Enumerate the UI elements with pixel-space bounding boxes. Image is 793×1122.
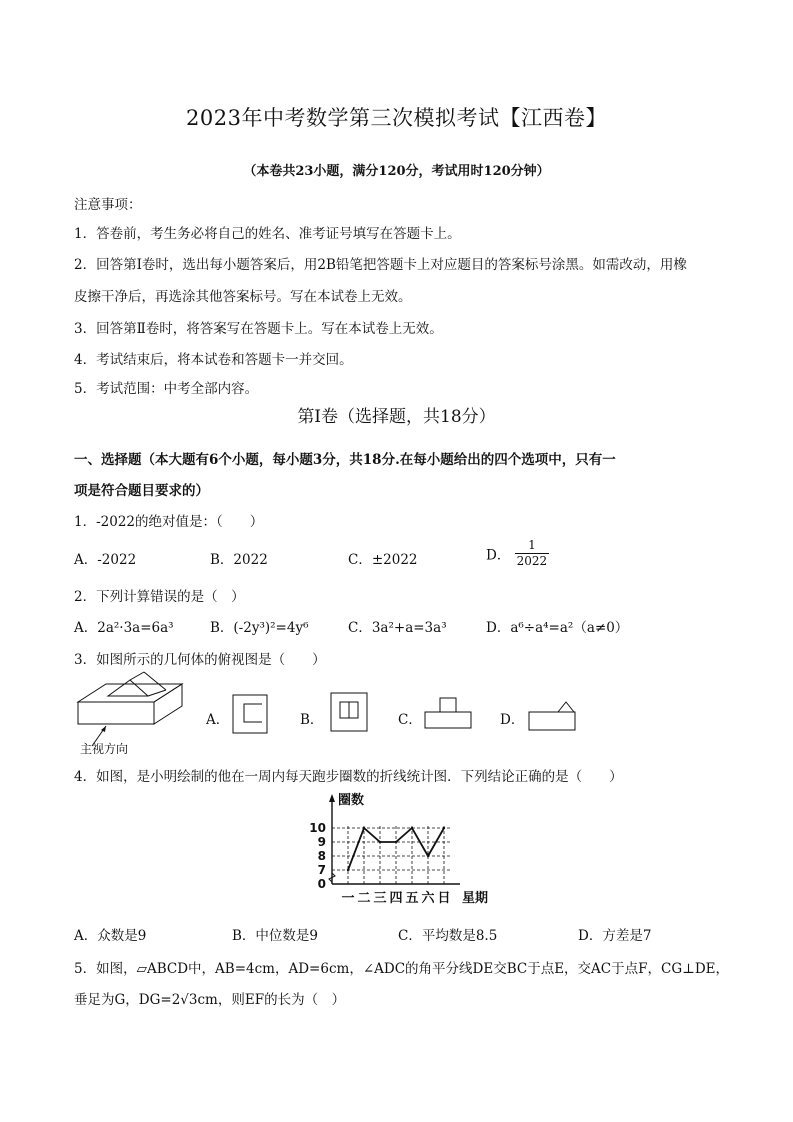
q5-stem-cont: 垂足为G，DG=2√3cm，则EF的长为（ ） bbox=[74, 992, 346, 1008]
q1-option-d bbox=[486, 538, 549, 569]
y-axis-arrow bbox=[329, 794, 335, 802]
data-point bbox=[363, 827, 365, 829]
data-point bbox=[395, 841, 397, 843]
y-tick-label: 8 bbox=[317, 849, 326, 863]
data-point bbox=[379, 841, 381, 843]
q3-option-d-label: D． bbox=[500, 712, 525, 728]
q4-option-d: D．方差是7 bbox=[578, 928, 652, 944]
q4-line-chart bbox=[298, 788, 498, 912]
q2-option-c: C．3a²+a=3a³ bbox=[348, 620, 447, 636]
data-point bbox=[347, 869, 349, 871]
x-tick-label: 六 bbox=[421, 891, 435, 906]
q2-option-b: B．(-2y³)²=4y⁶ bbox=[210, 620, 309, 636]
data-point bbox=[443, 827, 445, 829]
q3-option-c-figure bbox=[424, 694, 472, 730]
q4-option-a: A．众数是9 bbox=[74, 928, 147, 944]
notice-item-4: 4．考试结束后，将本试卷和答题卡一并交回。 bbox=[74, 352, 353, 368]
q1-option-a: A．-2022 bbox=[74, 552, 137, 568]
part1-instruction-cont: 项是符合题目要求的） bbox=[74, 483, 209, 499]
q4-stem: 4．如图，是小明绘制的他在一周内每天跑步圈数的折线统计图．下列结论正确的是（ ） bbox=[74, 769, 623, 785]
q3-caption: 主视方向 bbox=[80, 742, 129, 756]
fraction bbox=[515, 538, 550, 569]
q1-stem: 1．-2022的绝对值是：（ ） bbox=[74, 514, 264, 530]
data-point bbox=[411, 827, 413, 829]
x-tick-label: 四 bbox=[389, 891, 403, 906]
q5-stem: 5．如图，▱ABCD中，AB=4cm，AD=6cm，∠ADC的角平分线DE交BC于点E，交AC于点F，CG⊥DE， bbox=[74, 961, 729, 977]
notice-item-2-cont: 皮擦干净后，再选涂其他答案标号。写在本试卷上无效。 bbox=[74, 289, 412, 305]
notice-item-1: 1．答卷前，考生务必将自己的姓名、准考证号填写在答题卡上。 bbox=[74, 226, 461, 242]
q4-option-c: C．平均数是8.5 bbox=[398, 928, 498, 944]
q3-stem: 3．如图所示的几何体的俯视图是（ ） bbox=[74, 652, 326, 668]
y-tick-label: 10 bbox=[309, 821, 326, 835]
q3-option-b-figure bbox=[330, 692, 368, 732]
x-tick-label: 三 bbox=[373, 891, 387, 906]
notice-heading: 注意事项： bbox=[74, 197, 142, 213]
q3-option-a-label: A． bbox=[206, 712, 230, 728]
notice-item-3: 3．回答第Ⅱ卷时，将答案写在答题卡上。写在本试卷上无效。 bbox=[74, 321, 443, 337]
notice-item-5: 5．考试范围：中考全部内容。 bbox=[74, 381, 259, 397]
y-tick-label: 9 bbox=[317, 835, 326, 849]
y-tick-label: 0 bbox=[317, 877, 326, 891]
q2-stem: 2．下列计算错误的是（ ） bbox=[74, 589, 245, 605]
fraction-numerator: 1 bbox=[515, 538, 550, 554]
q1-option-c: C．±2022 bbox=[348, 552, 418, 568]
q2-option-a: A．2a²·3a=6a³ bbox=[74, 620, 174, 636]
y-tick-label: 7 bbox=[317, 863, 326, 877]
y-axis-label: 圈数 bbox=[338, 793, 365, 808]
q1-option-d-label: D． bbox=[486, 547, 511, 564]
x-tick-label: 日 bbox=[437, 891, 451, 906]
q4-option-b: B．中位数是9 bbox=[232, 928, 319, 944]
x-axis-label: 星期 bbox=[462, 891, 489, 906]
x-tick-label: 二 bbox=[357, 891, 371, 906]
section-title: 第Ⅰ卷（选择题，共18分） bbox=[297, 407, 496, 427]
q3-option-c-label: C． bbox=[398, 712, 422, 728]
x-tick-label: 一 bbox=[341, 891, 355, 906]
q3-option-d-figure bbox=[528, 698, 578, 732]
q1-option-b: B．2022 bbox=[210, 552, 268, 568]
q2-option-d: D．a⁶÷a⁴=a²（a≠0） bbox=[486, 620, 629, 636]
data-point bbox=[427, 855, 429, 857]
notice-item-2: 2．回答第Ⅰ卷时，选出每小题答案后，用2B铅笔把答题卡上对应题目的答案标号涂黑。如需改动，用橡 bbox=[74, 257, 687, 273]
q3-option-a-figure bbox=[232, 694, 268, 734]
fraction-denominator: 2022 bbox=[516, 554, 548, 568]
q3-option-b-label: B． bbox=[300, 712, 324, 728]
exam-subtitle: （本卷共23小题，满分120分，考试用时120分钟） bbox=[243, 164, 550, 179]
x-tick-label: 五 bbox=[405, 891, 419, 906]
part1-instruction: 一、选择题（本大题有6个小题，每小题3分，共18分.在每小题给出的四个选项中，只有一 bbox=[74, 452, 616, 468]
page-title: 2023年中考数学第三次模拟考试【江西卷】 bbox=[186, 106, 607, 130]
